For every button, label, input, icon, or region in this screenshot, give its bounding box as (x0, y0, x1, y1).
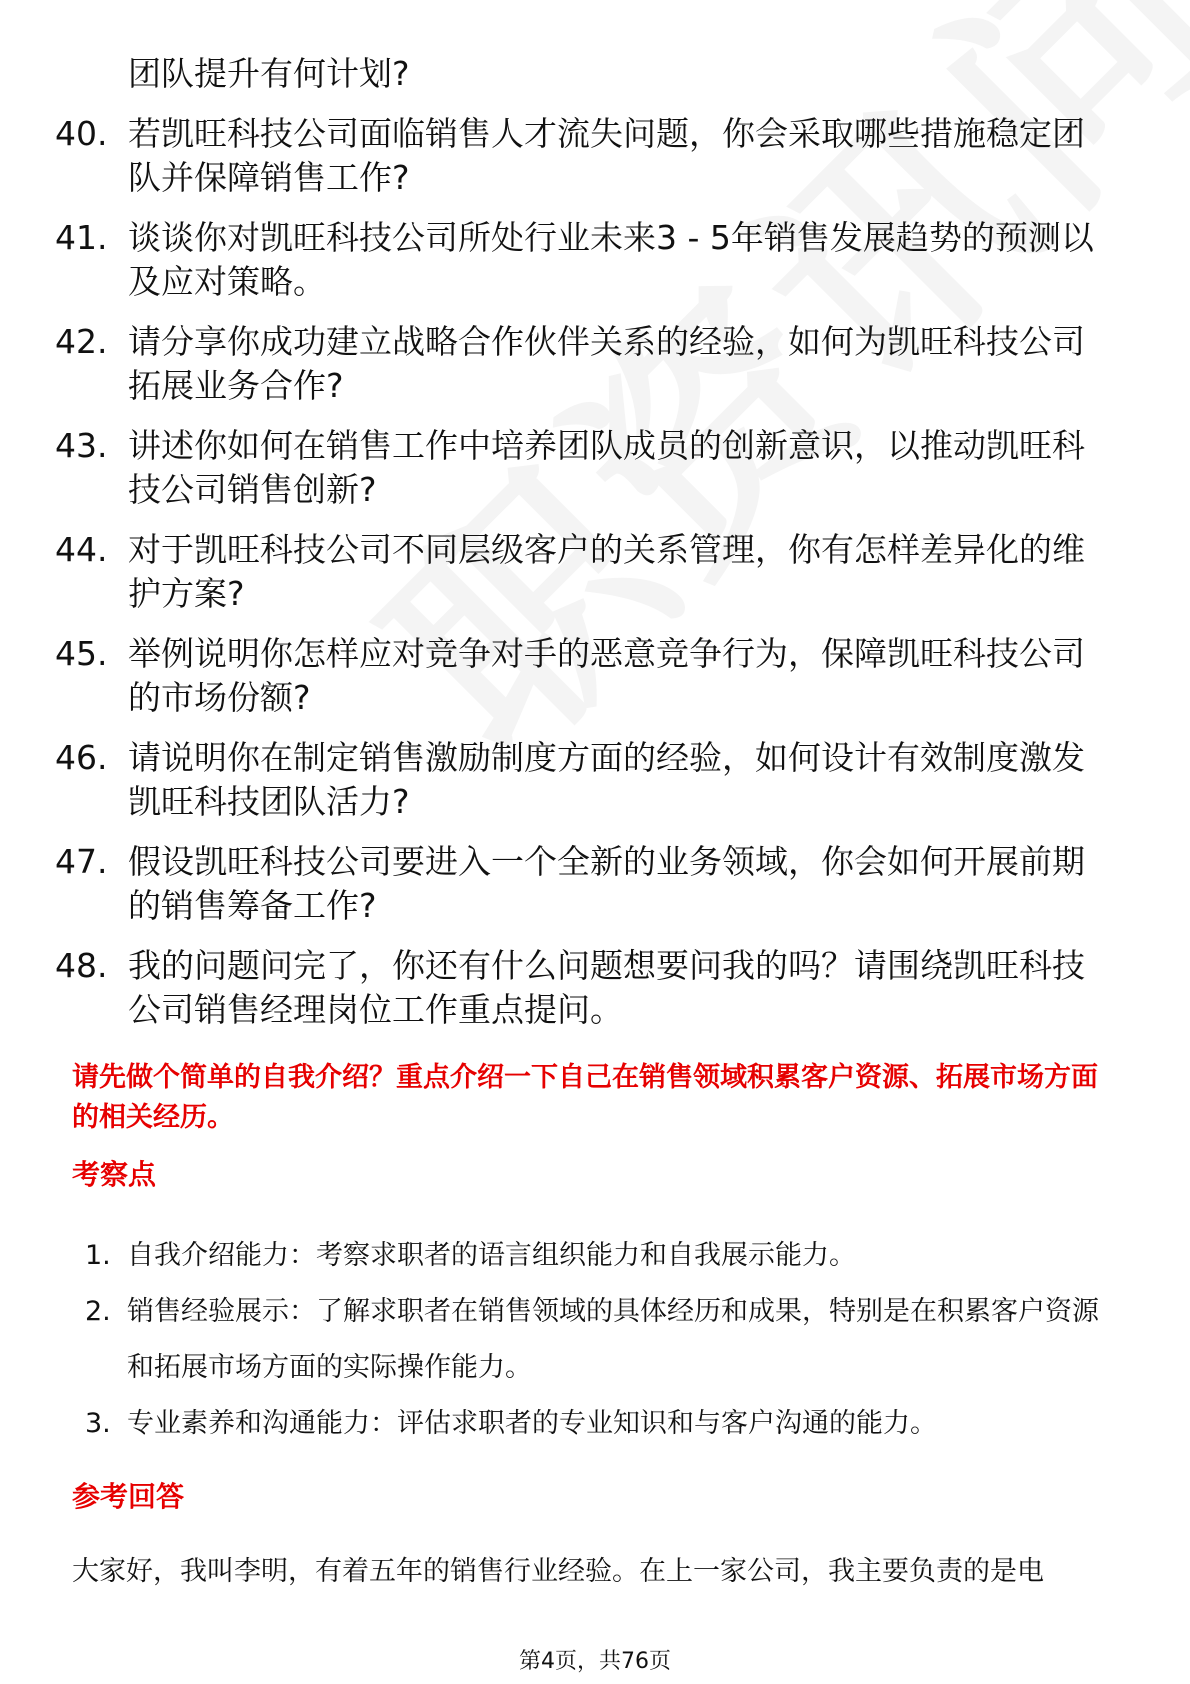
question-number: 48. (55, 946, 108, 985)
question-item (55, 840, 1115, 928)
featured-question: 请先做个简单的自我介绍？重点介绍一下自己在销售领域积累客户资源、拓展市场方面的相关经历。 (72, 1062, 1098, 1133)
question-item (55, 320, 1115, 408)
question-number: 40. (55, 114, 108, 153)
question-text: 对于凯旺科技公司不同层级客户的关系管理，你有怎样差异化的维护方案? (128, 530, 1085, 613)
question-text: 若凯旺科技公司面临销售人才流失问题，你会采取哪些措施稳定团队并保障销售工作? (128, 114, 1085, 197)
question-number: 42. (55, 322, 108, 361)
question-number: 44. (55, 530, 108, 569)
question-text: 请说明你在制定销售激励制度方面的经验，如何设计有效制度激发凯旺科技团队活力? (128, 738, 1085, 821)
reference-answer: 大家好，我叫李明，有着五年的销售行业经验。在上一家公司，我主要负责的是电 (72, 1556, 1044, 1587)
point-number: 3. (85, 1408, 111, 1439)
question-item (55, 424, 1115, 512)
question-item (55, 944, 1115, 1032)
point-number: 2. (85, 1296, 111, 1327)
question-item (55, 112, 1115, 200)
point-text: 销售经验展示：了解求职者在销售领域的具体经历和成果，特别是在积累客户资源和拓展市场方面的实际操作能力。 (127, 1296, 1099, 1383)
question-item (55, 736, 1115, 824)
question-item (55, 216, 1115, 304)
question-text: 请分享你成功建立战略合作伙伴关系的经验，如何为凯旺科技公司拓展业务合作? (128, 322, 1085, 405)
assessment-heading: 考察点 (72, 1158, 157, 1191)
assessment-point (85, 1284, 1125, 1396)
question-item (55, 528, 1115, 616)
question-continuation: 团队提升有何计划? (128, 54, 410, 93)
question-text: 假设凯旺科技公司要进入一个全新的业务领域，你会如何开展前期的销售筹备工作? (128, 842, 1085, 925)
question-text: 讲述你如何在销售工作中培养团队成员的创新意识，以推动凯旺科技公司销售创新? (128, 426, 1085, 509)
assessment-point (85, 1396, 1125, 1452)
question-number: 43. (55, 426, 108, 465)
question-text: 谈谈你对凯旺科技公司所处行业未来3 - 5年销售发展趋势的预测以及应对策略。 (128, 218, 1094, 301)
question-item (55, 632, 1115, 720)
question-number: 46. (55, 738, 108, 777)
assessment-points (85, 1228, 1125, 1452)
page-footer: 第4页，共76页 (519, 1649, 671, 1674)
question-number: 41. (55, 218, 108, 257)
point-text: 专业素养和沟通能力：评估求职者的专业知识和与客户沟通的能力。 (127, 1408, 937, 1439)
point-text: 自我介绍能力：考察求职者的语言组织能力和自我展示能力。 (127, 1240, 856, 1271)
point-number: 1. (85, 1240, 111, 1271)
question-text: 举例说明你怎样应对竞争对手的恶意竞争行为，保障凯旺科技公司的市场份额? (128, 634, 1085, 717)
question-text: 我的问题问完了，你还有什么问题想要问我的吗？请围绕凯旺科技公司销售经理岗位工作重点提问。 (128, 946, 1085, 1029)
assessment-point (85, 1228, 1125, 1284)
reference-heading: 参考回答 (72, 1480, 185, 1513)
question-number: 45. (55, 634, 108, 673)
question-list (55, 52, 1115, 1048)
question-number: 47. (55, 842, 108, 881)
